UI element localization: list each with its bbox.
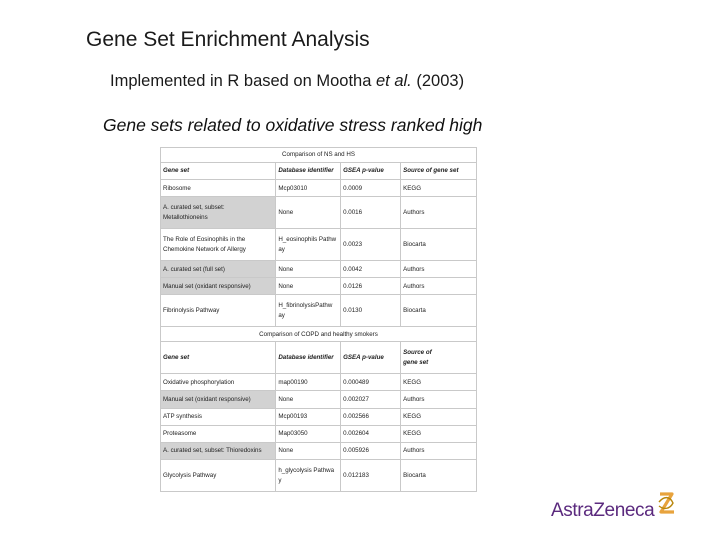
table-cell [341,425,401,442]
cell-text: 0.0016 [343,209,363,217]
table-cell [401,278,477,295]
table-cell [341,261,401,278]
table-cell [276,374,341,391]
cell-text: Biocarta [403,307,426,315]
cell-text: Manual set (oxidant responsive) [163,395,251,403]
cell-text: Mcp00193 [278,413,308,421]
cell-text: GSEA p-value [343,167,384,175]
cell-text: Biocarta [403,471,426,479]
cell-text: KEGG [403,413,422,421]
cell-text: None [278,265,294,273]
astrazeneca-logo [551,497,676,525]
cell-text: None [278,282,294,290]
section-title: Comparison of COPD and healthy smokers [161,327,477,342]
table-cell [161,342,276,374]
cell-text: Source of [403,349,432,357]
cell-text: 0.0130 [343,307,363,315]
table-cell [276,197,341,229]
cell-text: H_eosinophils Pathw [278,236,337,244]
cell-text-line2: gene set [403,359,429,367]
cell-text: 0.0042 [343,265,363,273]
cell-text: 0.0023 [343,241,363,249]
table-cell [161,295,276,327]
table-row [161,391,477,408]
table-row [161,408,477,425]
cell-text: 0.012183 [343,471,369,479]
table-cell [341,179,401,196]
table-cell [276,408,341,425]
table-cell [401,459,477,491]
table-cell [161,229,276,261]
cell-text: The Role of Eosinophils in the [163,236,246,244]
table-row [161,229,477,261]
cell-text: Source of gene set [403,167,459,175]
cell-text: 0.002604 [343,430,369,438]
table-cell [341,278,401,295]
slide-highlight: Gene sets related to oxidative stress ranked high [103,115,483,135]
cell-text: A. curated set, subset: Thioredoxins [163,447,262,455]
cell-text: Proteasome [163,430,197,438]
table-row [161,278,477,295]
table-cell [401,442,477,459]
cell-text: Database identifier [278,354,334,362]
cell-text: GSEA p-value [343,354,384,362]
table-cell [401,261,477,278]
table-cell [161,425,276,442]
cell-text-line2: Chemokine Network of Allergy [163,246,246,254]
table-cell [341,162,401,179]
cell-text: Mcp03010 [278,184,308,192]
table-cell [161,408,276,425]
cell-text: map00190 [278,378,308,386]
table-cell [161,162,276,179]
table-cell [161,261,276,278]
table-cell [276,261,341,278]
section-title-row [161,327,477,342]
table-cell [276,342,341,374]
cell-text: 0.002566 [343,413,369,421]
cell-text-line2: ay [278,312,285,320]
cell-text: Authors [403,282,425,290]
cell-text: Oxidative phosphorylation [163,378,235,386]
table-cell [401,342,477,374]
table-cell [401,391,477,408]
table-cell [401,374,477,391]
table-cell [341,391,401,408]
table-cell [276,179,341,196]
cell-text: Gene set [163,167,190,175]
table-cell [341,459,401,491]
table-row [161,261,477,278]
table-cell [401,295,477,327]
subtitle-text: Implemented in R based on Mootha [110,72,376,90]
table-row [161,425,477,442]
table-cell [161,442,276,459]
section-title: Comparison of NS and HS [161,148,477,163]
table-cell [401,229,477,261]
cell-text: ATP synthesis [163,413,202,421]
subtitle-italic: et al. [376,72,412,90]
table-cell [276,295,341,327]
table-cell [401,179,477,196]
cell-text: H_fibrinolysisPathw [278,302,333,310]
cell-text: Map03050 [278,430,308,438]
table-cell [341,408,401,425]
table-cell [276,278,341,295]
cell-text: 0.0126 [343,282,363,290]
table-cell [341,442,401,459]
table-cell [276,162,341,179]
table-cell [161,278,276,295]
cell-text: KEGG [403,430,422,438]
table-row [161,374,477,391]
slide-title: Gene Set Enrichment Analysis [86,28,370,51]
cell-text: Manual set (oxidant responsive) [163,282,251,290]
table-cell [341,295,401,327]
table-cell [276,459,341,491]
table-cell [401,162,477,179]
cell-text: h_glycolysis Pathwa [278,466,335,474]
cell-text: 0.000489 [343,378,369,386]
table-cell [276,391,341,408]
table-cell [161,374,276,391]
cell-text: Database identifier [278,167,334,175]
cell-text-line2: Metallothioneins [163,214,208,222]
table-cell [401,408,477,425]
cell-text: KEGG [403,184,422,192]
table-cell [276,229,341,261]
cell-text: None [278,395,294,403]
cell-text: 0.0009 [343,184,363,192]
section-title-row [161,148,477,163]
cell-text-line2: y [278,476,282,484]
table-row [161,197,477,229]
cell-text: Authors [403,209,425,217]
cell-text: Authors [403,395,425,403]
cell-text: Biocarta [403,241,426,249]
table-row [161,442,477,459]
cell-text: Authors [403,447,425,455]
table-cell [401,197,477,229]
cell-text: Gene set [163,354,190,362]
table-cell [341,197,401,229]
table-cell [401,425,477,442]
slide-subtitle [110,72,464,91]
table-header-row [161,342,477,374]
cell-text-line2: ay [278,246,285,254]
cell-text: Glycolysis Pathway [163,471,217,479]
cell-text: KEGG [403,378,422,386]
logo-text: AstraZeneca [551,500,655,521]
table-row [161,179,477,196]
table-cell [276,442,341,459]
table-cell [341,229,401,261]
cell-text: Fibrinolysis Pathway [163,307,220,315]
results-table [160,147,477,492]
cell-text: A. curated set, subset: [163,204,225,212]
cell-text: None [278,209,294,217]
cell-text: Ribosome [163,184,191,192]
table-cell [161,179,276,196]
table-cell [161,197,276,229]
table-cell [341,374,401,391]
cell-text: Authors [403,265,425,273]
table-cell [341,342,401,374]
table-row [161,295,477,327]
cell-text: 0.002027 [343,395,369,403]
cell-text: None [278,447,294,455]
table-header-row [161,162,477,179]
cell-text: A. curated set (full set) [163,265,225,273]
table-cell [276,425,341,442]
astrazeneca-logo-mark-icon [656,492,676,516]
cell-text: 0.005926 [343,447,369,455]
table-cell [161,459,276,491]
table-row [161,459,477,491]
table-cell [161,391,276,408]
results-table-body [161,148,477,492]
subtitle-year: (2003) [411,72,465,90]
